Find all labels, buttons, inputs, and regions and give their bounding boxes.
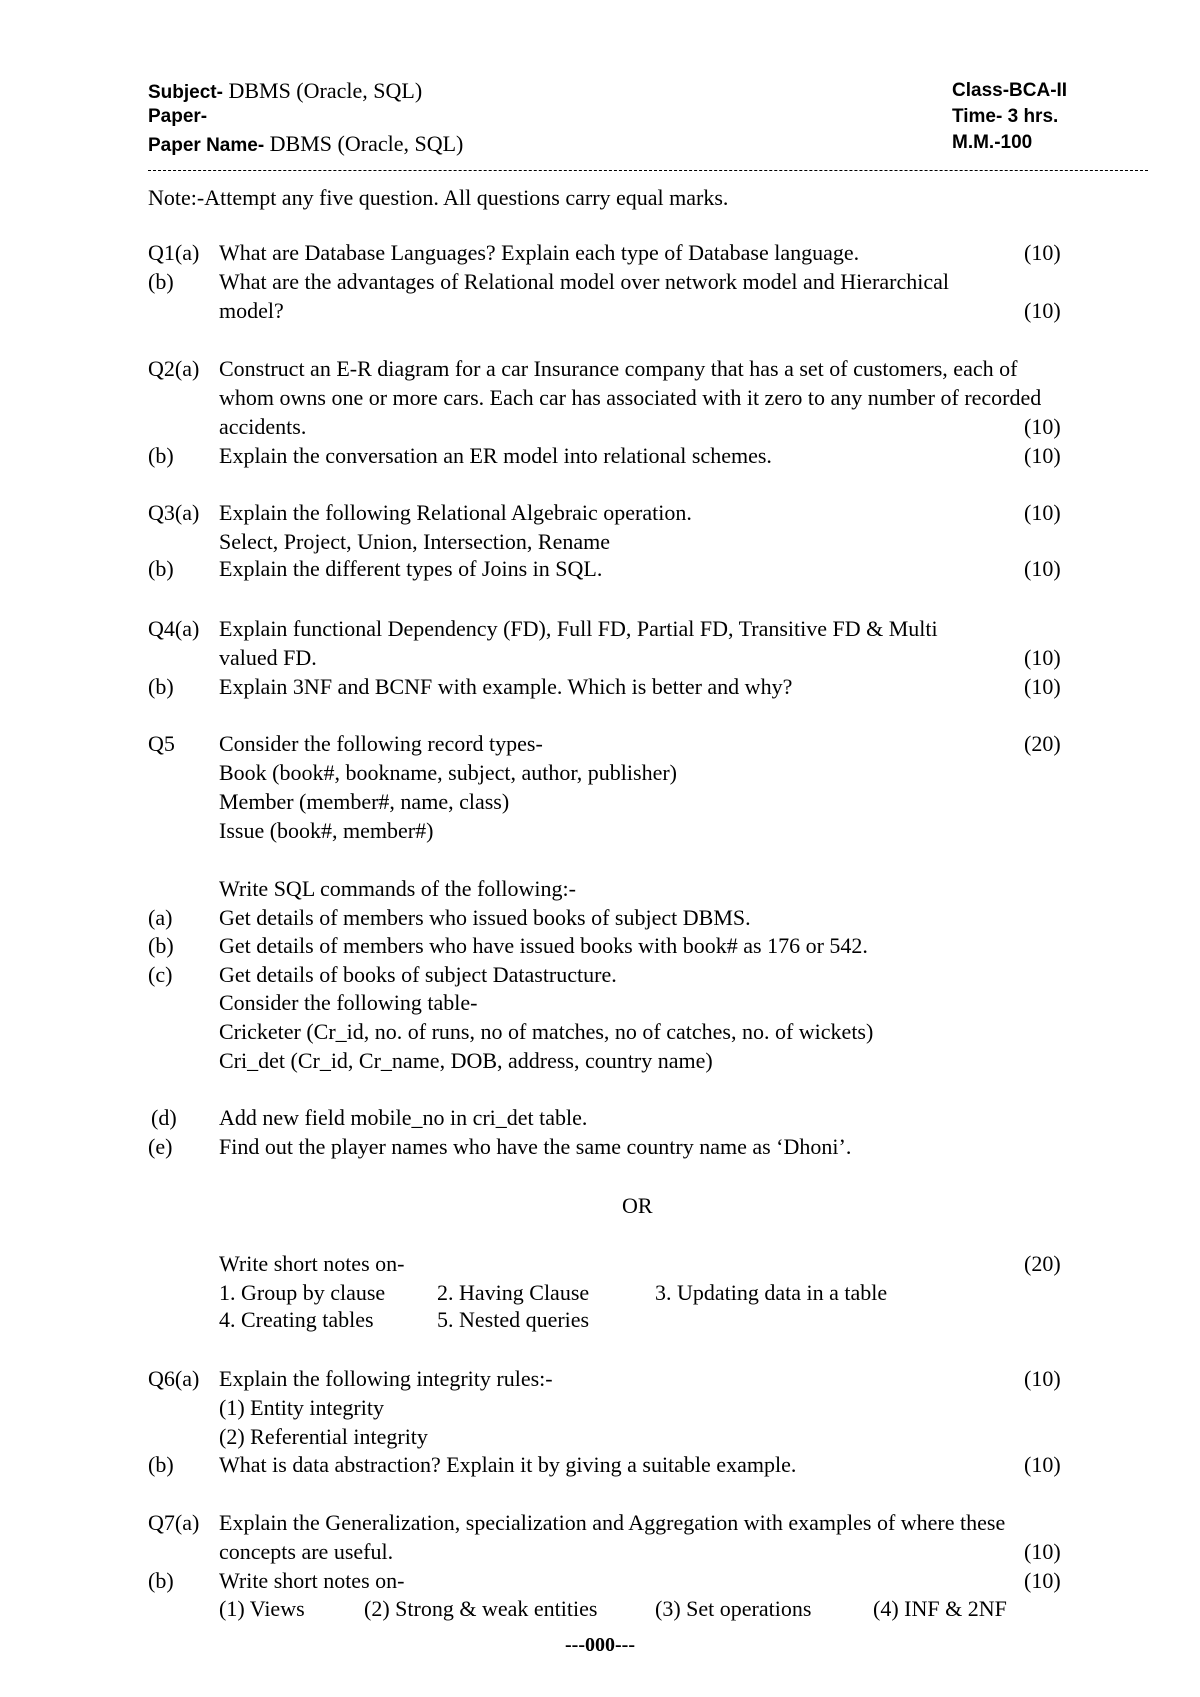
short-note-3: 3. Updating data in a table	[655, 1280, 888, 1305]
q4a-marks: (10)	[1024, 645, 1061, 670]
q3a-marks: (10)	[1024, 500, 1061, 525]
q5d-text: Add new field mobile_no in cri_det table.	[219, 1105, 588, 1130]
q4b-label: (b)	[148, 674, 174, 699]
q7b-label: (b)	[148, 1568, 174, 1593]
q6a-text-1: Explain the following integrity rules:-	[219, 1366, 553, 1391]
q6b-marks: (10)	[1024, 1452, 1061, 1477]
q5-table-cri-det: Cri_det (Cr_id, Cr_name, DOB, address, country name)	[219, 1048, 713, 1073]
q2a-marks: (10)	[1024, 414, 1061, 439]
q5a-label: (a)	[148, 905, 173, 930]
short-note-5: 5. Nested queries	[437, 1307, 590, 1332]
q7-note-3: (3) Set operations	[655, 1596, 812, 1621]
q5b-text: Get details of members who have issued books with book# as 176 or 542.	[219, 933, 868, 958]
q7b-text: Write short notes on-	[219, 1568, 405, 1593]
note: Note:-Attempt any five question. All questions carry equal marks.	[148, 185, 729, 210]
q2b-label: (b)	[148, 443, 174, 468]
q2a-text-3: accidents.	[219, 414, 307, 439]
q7a-text-1: Explain the Generalization, specialization and Aggregation with examples of where these	[219, 1510, 1006, 1535]
time-label: Time- 3 hrs.	[952, 106, 1059, 127]
q5d-label: (d)	[151, 1105, 177, 1130]
q3b-marks: (10)	[1024, 556, 1061, 581]
short-note-2: 2. Having Clause	[437, 1280, 590, 1305]
q5-short-notes-marks: (20)	[1024, 1251, 1061, 1276]
q5e-text: Find out the player names who have the same country name as ‘Dhoni’.	[219, 1134, 852, 1159]
q2a-text-1: Construct an E-R diagram for a car Insurance company that has a set of customers, each of	[219, 356, 1018, 381]
q1b-label: (b)	[148, 269, 174, 294]
q1a-text: What are Database Languages? Explain each type of Database language.	[219, 240, 860, 265]
q1a-marks: (10)	[1024, 240, 1061, 265]
q1a-label: Q1(a)	[148, 240, 200, 265]
q7a-label: Q7(a)	[148, 1510, 200, 1535]
q5-write-sql: Write SQL commands of the following:-	[219, 876, 576, 901]
subject-value: DBMS (Oracle, SQL)	[222, 78, 423, 103]
paper-label: Paper-	[148, 106, 208, 127]
q1b-text-1: What are the advantages of Relational model over network model and Hierarchical	[219, 269, 949, 294]
q2a-label: Q2(a)	[148, 356, 200, 381]
q5b-label: (b)	[148, 933, 174, 958]
q2b-text: Explain the conversation an ER model into relational schemes.	[219, 443, 772, 468]
paper-name-label: Paper Name-	[148, 135, 265, 156]
q5-intro: Consider the following record types-	[219, 731, 543, 756]
q2a-text-2: whom owns one or more cars. Each car has associated with it zero to any number of recorded	[219, 385, 1042, 410]
end-marker: ---000---	[565, 1634, 635, 1656]
q7a-marks: (10)	[1024, 1539, 1061, 1564]
q6a-text-3: (2) Referential integrity	[219, 1424, 428, 1449]
q6b-label: (b)	[148, 1452, 174, 1477]
q5c-label: (c)	[148, 962, 173, 987]
q7a-text-2: concepts are useful.	[219, 1539, 394, 1564]
q6b-text: What is data abstraction? Explain it by giving a suitable example.	[219, 1452, 797, 1477]
q7b-marks: (10)	[1024, 1568, 1061, 1593]
q3a-text-1: Explain the following Relational Algebraic operation.	[219, 500, 692, 525]
header-divider	[148, 170, 1148, 171]
or-divider: OR	[622, 1193, 653, 1218]
q4a-text-1: Explain functional Dependency (FD), Full FD, Partial FD, Transitive FD & Multi	[219, 616, 938, 641]
q5-table-intro: Consider the following table-	[219, 990, 478, 1015]
q5-marks: (20)	[1024, 731, 1061, 756]
q5c-text: Get details of books of subject Datastructure.	[219, 962, 617, 987]
class-label: Class-BCA-II	[952, 80, 1068, 101]
q6a-text-2: (1) Entity integrity	[219, 1395, 384, 1420]
paper-name-line	[148, 131, 463, 157]
q5-record-issue: Issue (book#, member#)	[219, 818, 434, 843]
q4a-text-2: valued FD.	[219, 645, 317, 670]
q5-record-member: Member (member#, name, class)	[219, 789, 510, 814]
q7-note-1: (1) Views	[219, 1596, 305, 1621]
q4b-text: Explain 3NF and BCNF with example. Which is better and why?	[219, 674, 793, 699]
q5-label: Q5	[148, 731, 175, 756]
q5-record-book: Book (book#, bookname, subject, author, publisher)	[219, 760, 677, 785]
q5e-label: (e)	[148, 1134, 173, 1159]
short-note-1: 1. Group by clause	[219, 1280, 386, 1305]
short-note-4: 4. Creating tables	[219, 1307, 374, 1332]
q3a-text-2: Select, Project, Union, Intersection, Rename	[219, 529, 610, 554]
subject-line	[148, 78, 422, 104]
subject-label: Subject-	[148, 82, 223, 103]
q6a-label: Q6(a)	[148, 1366, 200, 1391]
q4b-marks: (10)	[1024, 674, 1061, 699]
q1b-marks: (10)	[1024, 298, 1061, 323]
q2b-marks: (10)	[1024, 443, 1061, 468]
q7-note-4: (4) INF & 2NF	[873, 1596, 1007, 1621]
q6a-marks: (10)	[1024, 1366, 1061, 1391]
paper-line	[148, 106, 207, 128]
max-marks-label: M.M.-100	[952, 132, 1033, 153]
q5a-text: Get details of members who issued books of subject DBMS.	[219, 905, 751, 930]
q7-note-2: (2) Strong & weak entities	[364, 1596, 598, 1621]
q5-table-cricketer: Cricketer (Cr_id, no. of runs, no of matches, no of catches, no. of wickets)	[219, 1019, 874, 1044]
q1b-text-2: model?	[219, 298, 284, 323]
q3a-label: Q3(a)	[148, 500, 200, 525]
q5-short-notes-intro: Write short notes on-	[219, 1251, 405, 1276]
q4a-label: Q4(a)	[148, 616, 200, 641]
q3b-label: (b)	[148, 556, 174, 581]
q3b-text: Explain the different types of Joins in SQL.	[219, 556, 603, 581]
paper-name-value: DBMS (Oracle, SQL)	[264, 131, 464, 156]
